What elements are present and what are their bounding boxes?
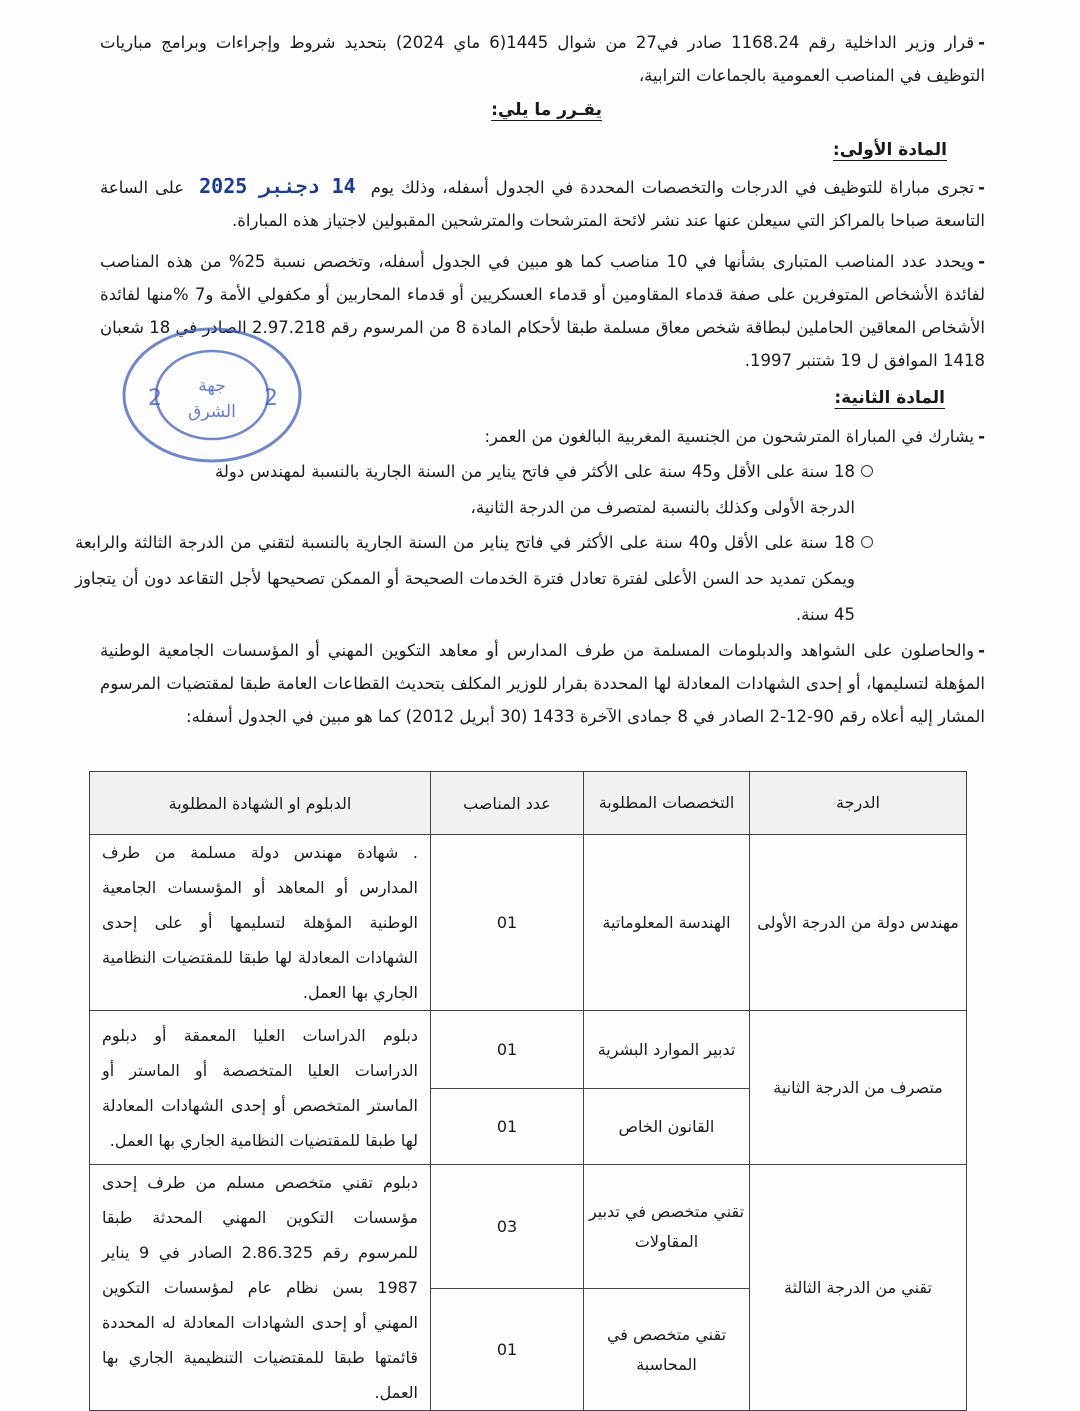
bullet-circle-icon (861, 465, 873, 477)
header-specialty: التخصصات المطلوبة (584, 772, 750, 835)
diploma-cell: دبلوم الدراسات العليا المعمقة أو دبلوم الدراسات العليا المتخصصة أو الماستر أو الماستر المتخصص أو إحدى الشهادات المعادلة لها طبقا للمقتضيات النظامية الجاري بها العمل. (90, 1011, 431, 1165)
age-condition-2: 18 سنة على الأقل و40 سنة على الأكثر في فاتح يناير من السنة الجارية بالنسبة لتقني من الدرجة الثالثة والرابعة ويمكن تمديد حد السن الأعلى لفترة تعادل فترة الخدمات الصحيحة أو الممكن تصحيحها لأجل التقاعد دون أن يتجاوز 45 سنة. (75, 525, 855, 633)
official-stamp (118, 325, 306, 465)
diploma-cell: . شهادة مهندس دولة مسلمة من طرف المدارس أو المعاهد أو المؤسسات الجامعية الوطنية المؤهلة لتسليمها أو على إحدى الشهادات المعادلة لها طبقا للمقتضيات النظامية الجاري بها العمل. (90, 835, 431, 1011)
article-2-paragraph-1: -يشارك في المباراة المترشحون من الجنسية المغربية البالغون من العمر: (484, 427, 985, 446)
header-diploma: الدبلوم او الشهادة المطلوبة (90, 772, 431, 835)
count-cell: 01 (431, 835, 584, 1011)
stamp-number-right: 2 (264, 386, 278, 411)
header-grade: الدرجة (750, 772, 967, 835)
article-2-title: المادة الثانية: (834, 388, 945, 408)
table-row (90, 1165, 967, 1289)
count-cell: 01 (431, 1289, 584, 1411)
article-2-paragraph-2: -والحاصلون على الشواهد والدبلومات المسلمة من طرف المدارس أو معاهد التكوين المهني أو المؤسسات الجامعية الوطنية المؤهلة لتسليمها، أو إحدى الشهادات المعادلة لها المحددة بقرار للوزير المكلف بتحديث القطاعات العامة طبقا لمقتضيات المرسوم المشار إليه أعلاه رقم 90-12-2 الصادر في 8 جمادى الآخرة 1433 (30 أبريل 2012) كما هو مبين في الجدول أسفله: (100, 641, 985, 726)
table-row (90, 835, 967, 1011)
count-cell: 01 (431, 1089, 584, 1165)
positions-table (89, 771, 967, 1411)
article-1-paragraph-2: -ويحدد عدد المناصب المتبارى بشأنها في 10 مناصب كما هو مبين في الجدول أسفله، وتخصص نسبة 25% من هذه المناصب لفائدة الأشخاص المتوفرين على صفة قدماء المقاومين أو قدماء العسكريين أو قدماء المحاربين أو مكفولي الأمة و7 %منها لفائدة الأشخاص المعاقين الحاملين لبطاقة شخص معاق مسلمة طبقا لأحكام المادة 8 من المرسوم رقم 2.97.218 الصادر في 18 شعبان 1418 الموافق ل 19 شتنبر 1997. (100, 252, 986, 370)
decides-heading: يقـرر ما يلي: (491, 100, 602, 120)
decree-reference: -قرار وزير الداخلية رقم 1168.24 صادر في27 من شوال 1445(6 ماي 2024) بتحديد شروط وإجراءات وبرامج مباريات التوظيف في المناصب العمومية بالجماعات الترابية، (100, 33, 985, 85)
age-condition-1: 18 سنة على الأقل و45 سنة على الأكثر في فاتح يناير من السنة الجارية بالنسبة لمهندس دولة الدرجة الأولى وكذلك بالنسبة لمتصرف من الدرجة الثانية، (215, 454, 855, 526)
specialty-cell: تقني متخصص في تدبير المقاولات (584, 1165, 750, 1289)
specialty-cell: تدبير الموارد البشرية (584, 1011, 750, 1089)
stamp-line-2: الشرق (188, 402, 236, 422)
diploma-cell: دبلوم تقني متخصص مسلم من طرف إحدى مؤسسات التكوين المهني المحدثة طبقا للمرسوم رقم 2.86.325 الصادر في 9 يناير 1987 بسن نظام عام لمؤسسات التكوين المهني أو إحدى الشهادات المعادلة له المحددة قائمتها طبقا للمقتضيات التنظيمية الجاري بها العمل. (90, 1165, 431, 1411)
header-count: عدد المناصب (431, 772, 584, 835)
stamp-number-left: 2 (148, 386, 162, 411)
grade-cell: مهندس دولة من الدرجة الأولى (750, 835, 967, 1011)
grade-cell: متصرف من الدرجة الثانية (750, 1011, 967, 1165)
specialty-cell: تقني متخصص في المحاسبة (584, 1289, 750, 1411)
article-1-paragraph-1: -تجرى مباراة للتوظيف في الدرجات والتخصصات المحددة في الجدول أسفله، وذلك يوم 14 دجنبر 2025 على الساعة التاسعة صباحا بالمراكز التي سيعلن عنها عند نشر لائحة المترشحات والمترشحين المقبولين لاجتياز هذه المباراة. (100, 170, 985, 237)
stamp-line-1: جهة (198, 376, 226, 396)
article-1-title: المادة الأولى: (832, 140, 947, 160)
handwritten-date: 14 دجنبر 2025 (199, 174, 356, 198)
count-cell: 01 (431, 1011, 584, 1089)
count-cell: 03 (431, 1165, 584, 1289)
table-header-row (90, 772, 967, 835)
grade-cell: تقني من الدرجة الثالثة (750, 1165, 967, 1411)
specialty-cell: الهندسة المعلوماتية (584, 835, 750, 1011)
table-row (90, 1011, 967, 1089)
specialty-cell: القانون الخاص (584, 1089, 750, 1165)
bullet-circle-icon (861, 536, 873, 548)
